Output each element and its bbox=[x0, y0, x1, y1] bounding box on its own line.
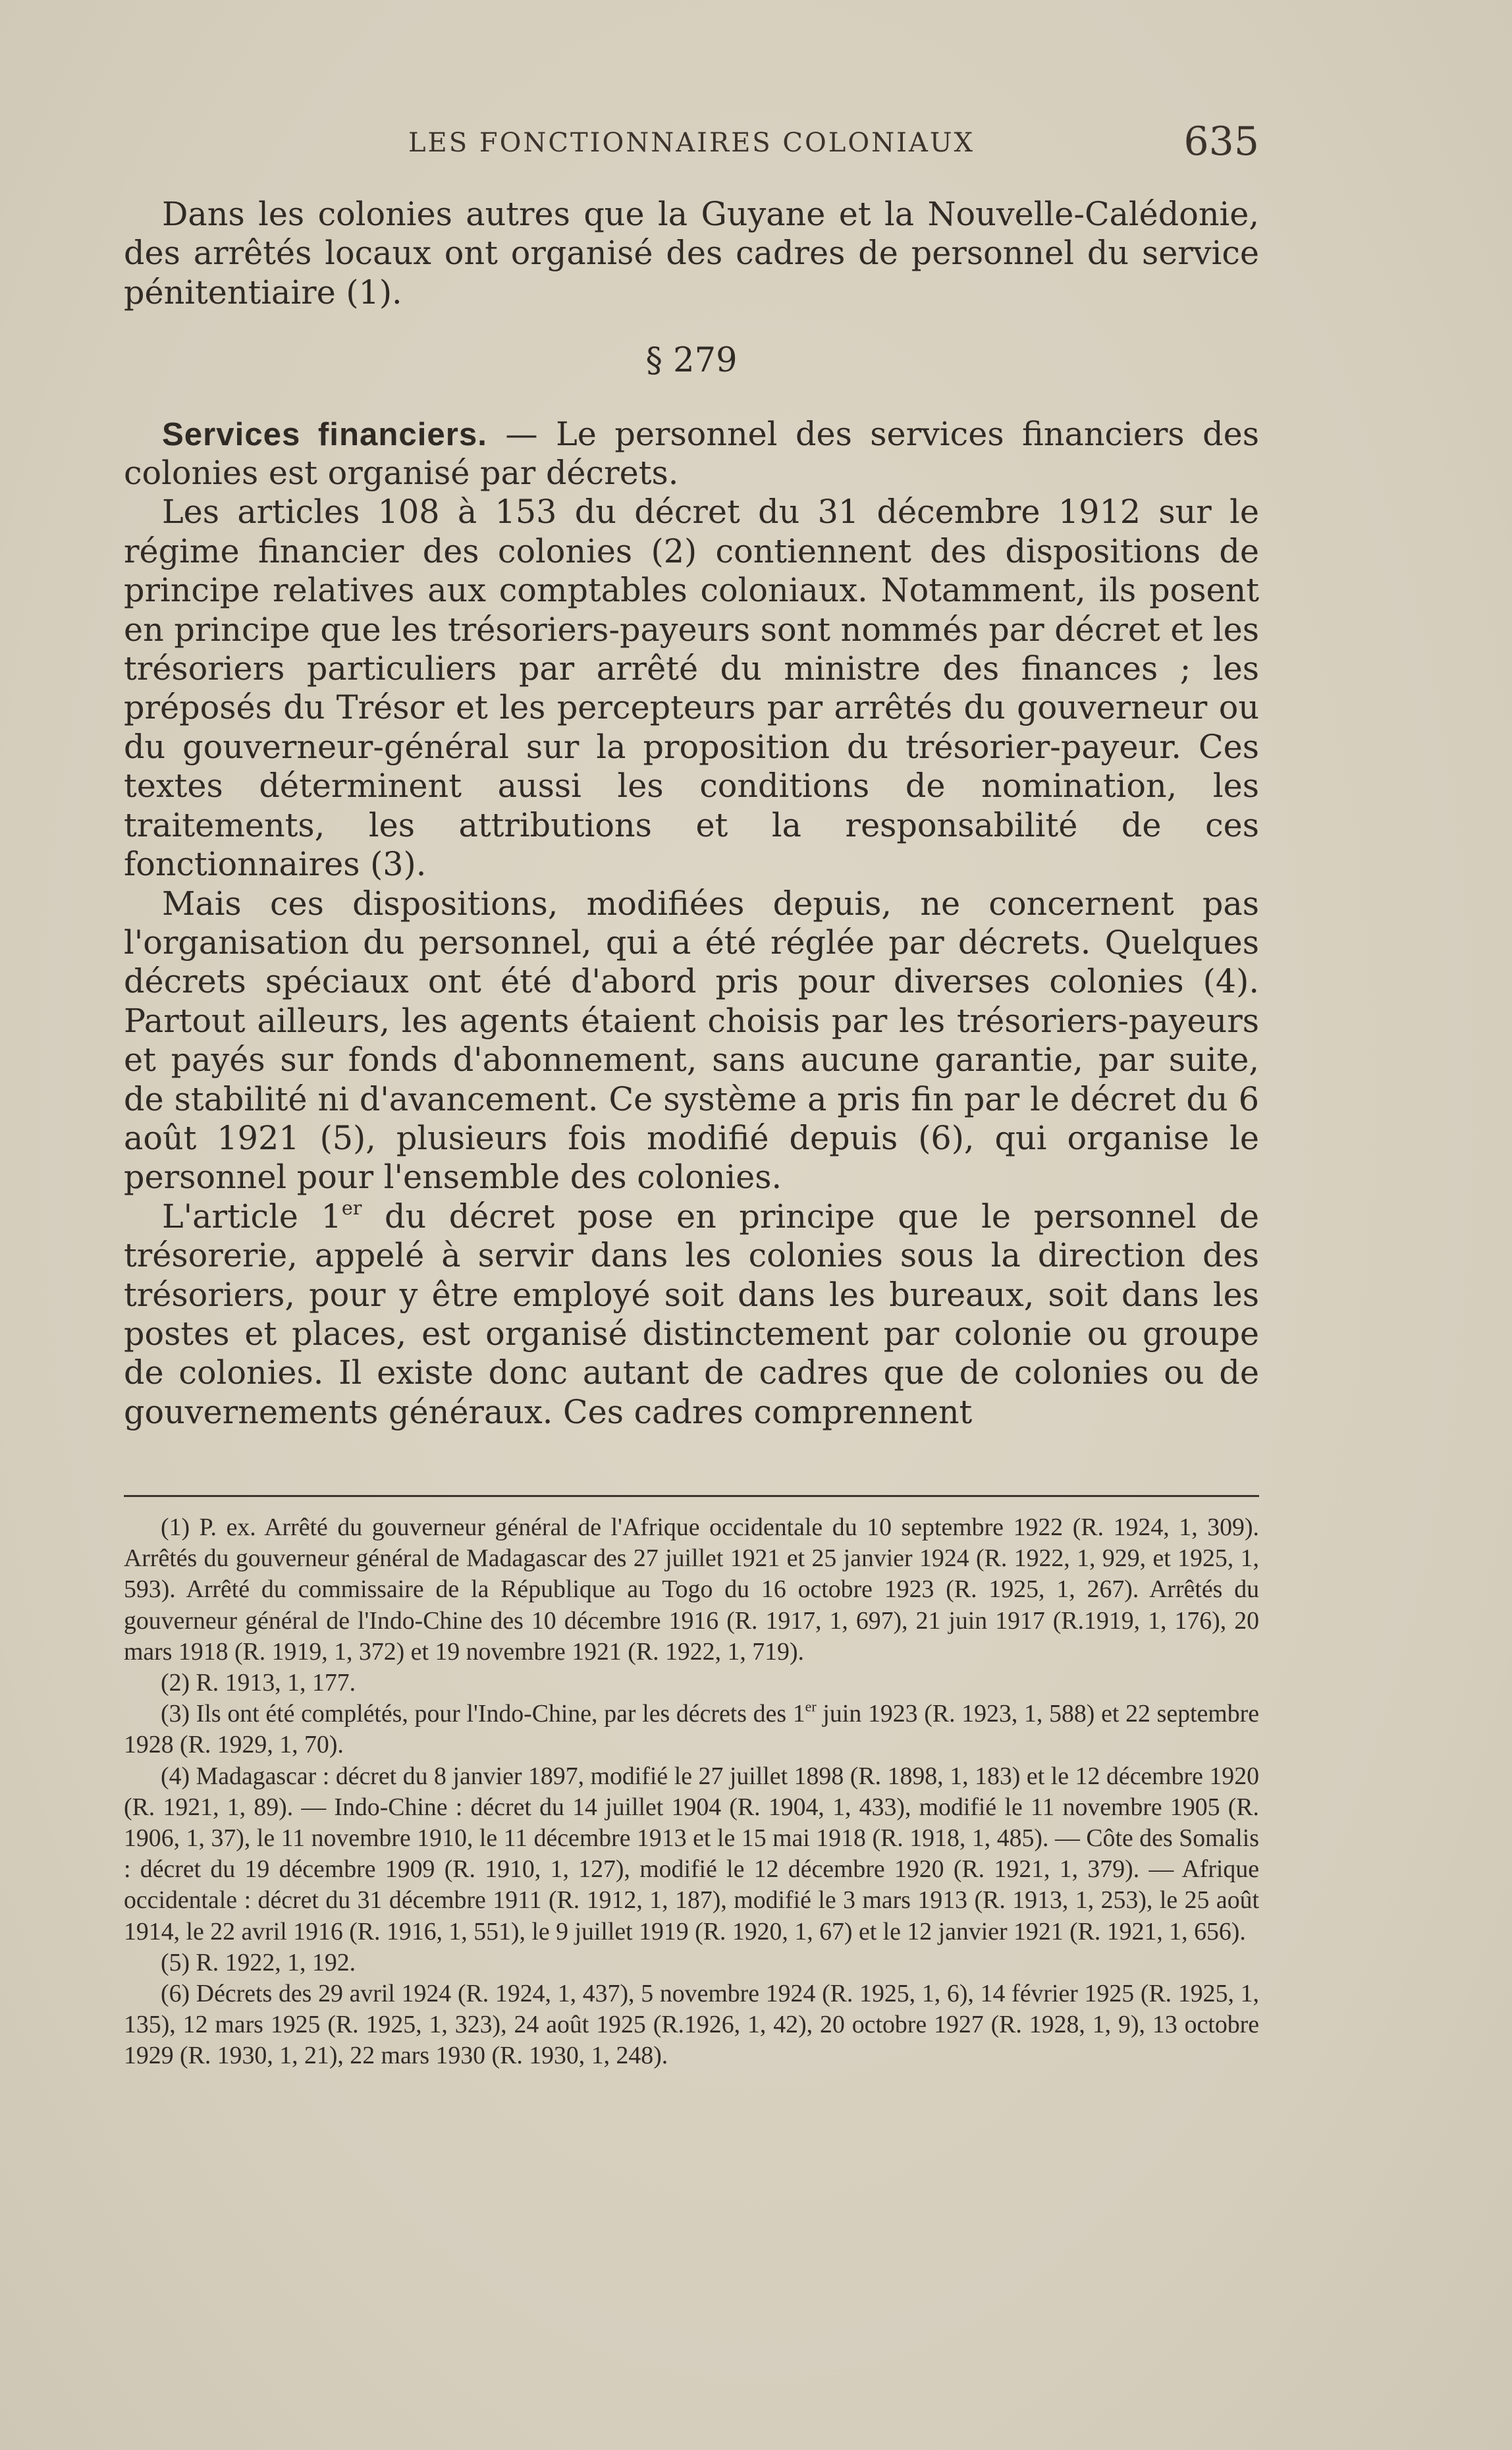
footnote: (5) R. 1922, 1, 192. bbox=[161, 1948, 356, 1976]
footnote: (2) R. 1913, 1, 177. bbox=[161, 1669, 356, 1697]
footnote-text: juin 1923 (R. 1923, 1, 588) et 22 septembre 1928 (R. 1929, 1, 70). bbox=[124, 1700, 1259, 1759]
page-header bbox=[124, 119, 1259, 171]
section-heading: Services financiers. bbox=[162, 416, 487, 452]
footnote bbox=[124, 1699, 1259, 1760]
superscript: er bbox=[341, 1197, 362, 1219]
footnotes bbox=[124, 1512, 1259, 2072]
footnote: (1) P. ex. Arrêté du gouverneur général de l'Afrique occidentale du 10 septembre 1922 (R. 1924, 1, 309). Arrêtés du gouverneur général de Madagascar des 27 juillet 1921 et 25 janvier 1924 (R. 1922, 1, 929, et 1925, 1, 593). Arrêté du commissaire de la République au Togo du 16 octobre 1923 (R. 1925, 1, 267). Arrêtés du gouverneur général de l'Indo-Chine des 10 décembre 1916 (R. 1917, 1, 697), 21 juin 1917 (R.1919, 1, 176), 20 mars 1918 (R. 1919, 1, 372) et 19 novembre 1921 (R. 1922, 1, 719). bbox=[124, 1513, 1259, 1666]
paragraph-services-financiers bbox=[124, 415, 1259, 493]
running-head: LES FONCTIONNAIRES COLONIAUX bbox=[408, 128, 975, 158]
footnote-rule bbox=[124, 1495, 1259, 1497]
footnote: (6) Décrets des 29 avril 1924 (R. 1924, 1, 437), 5 novembre 1924 (R. 1925, 1, 6), 14 février 1925 (R. 1925, 1, 135), 12 mars 1925 (R. 1925, 1, 323), 24 août 1925 (R.1926, 1, 42), 20 octobre 1927 (R. 1928, 1, 9), 13 octobre 1929 (R. 1930, 1, 21), 22 mars 1930 (R. 1930, 1, 248). bbox=[124, 1980, 1259, 2070]
footnote-text: (3) Ils ont été complétés, pour l'Indo-Chine, par les décrets des 1 bbox=[161, 1700, 805, 1728]
paragraph-text: du décret pose en principe que le personnel de trésorerie, appelé à servir dans les colonies sous la direction des trésoriers, pour y être employé soit dans les bureaux, soit dans les postes et places, est organisé distinctement par colonie ou groupe de colonies. Il existe donc autant de cadres que de colonies ou de gouvernements généraux. Ces cadres comprennent bbox=[124, 1197, 1260, 1431]
paragraph-text: L'article 1 bbox=[162, 1197, 342, 1236]
paragraph: Les articles 108 à 153 du décret du 31 décembre 1912 sur le régime financier des colonies (2) contiennent des dispositions de principe relatives aux comptables coloniaux. Notamment, ils posent en principe que les trésoriers-payeurs sont nommés par décret et les trésoriers particuliers par arrêté du ministre des finances ; les préposés du Trésor et les percepteurs par arrêtés du gouverneur ou du gouverneur-général sur la proposition du trésorier-payeur. Ces textes déterminent aussi les conditions de nomination, les traitements, les attributions et la responsabilité de ces fonctionnaires (3). bbox=[124, 493, 1259, 884]
footnote: (4) Madagascar : décret du 8 janvier 1897, modifié le 27 juillet 1898 (R. 1898, 1, 183) et le 12 décembre 1920 (R. 1921, 1, 89). — Indo-Chine : décret du 14 juillet 1904 (R. 1904, 1, 433), modifié le 11 novembre 1905 (R. 1906, 1, 37), le 11 novembre 1910, le 11 décembre 1913 et le 15 mai 1918 (R. 1918, 1, 485). — Côte des Somalis : décret du 19 décembre 1909 (R. 1910, 1, 127), modifié le 12 décembre 1920 (R. 1921, 1, 379). — Afrique occidentale : décret du 31 décembre 1911 (R. 1912, 1, 187), modifié le 3 mars 1913 (R. 1913, 1, 253), le 25 août 1914, le 22 avril 1916 (R. 1916, 1, 551), le 9 juillet 1919 (R. 1920, 1, 67) et le 12 janvier 1921 (R. 1921, 1, 656). bbox=[124, 1762, 1259, 1946]
paragraph bbox=[124, 1197, 1259, 1432]
paragraph: Mais ces dispositions, modifiées depuis, ne concernent pas l'organisation du personnel, qui a été réglée par décrets. Quelques décrets spéciaux ont été d'abord pris pour diverses colonies (4). Partout ailleurs, les agents étaient choisis par les trésoriers-payeurs et payés sur fonds d'abonnement, sans aucune garantie, par suite, de stabilité ni d'avancement. Ce système a pris fin par le décret du 6 août 1921 (5), plusieurs fois modifié depuis (6), qui organise le personnel pour l'ensemble des colonies. bbox=[124, 884, 1259, 1197]
section-number: § 279 bbox=[645, 341, 738, 381]
page-number: 635 bbox=[1183, 119, 1259, 165]
paragraph: Dans les colonies autres que la Guyane et la Nouvelle-Calédonie, des arrêtés locaux ont organisé des cadres de personnel du service pénitentiaire (1). bbox=[124, 195, 1259, 312]
main-text bbox=[124, 195, 1259, 1432]
paragraph-text: — Le personnel des services financiers des colonies est organisé par décrets. bbox=[124, 414, 1259, 493]
superscript: er bbox=[805, 1698, 817, 1715]
